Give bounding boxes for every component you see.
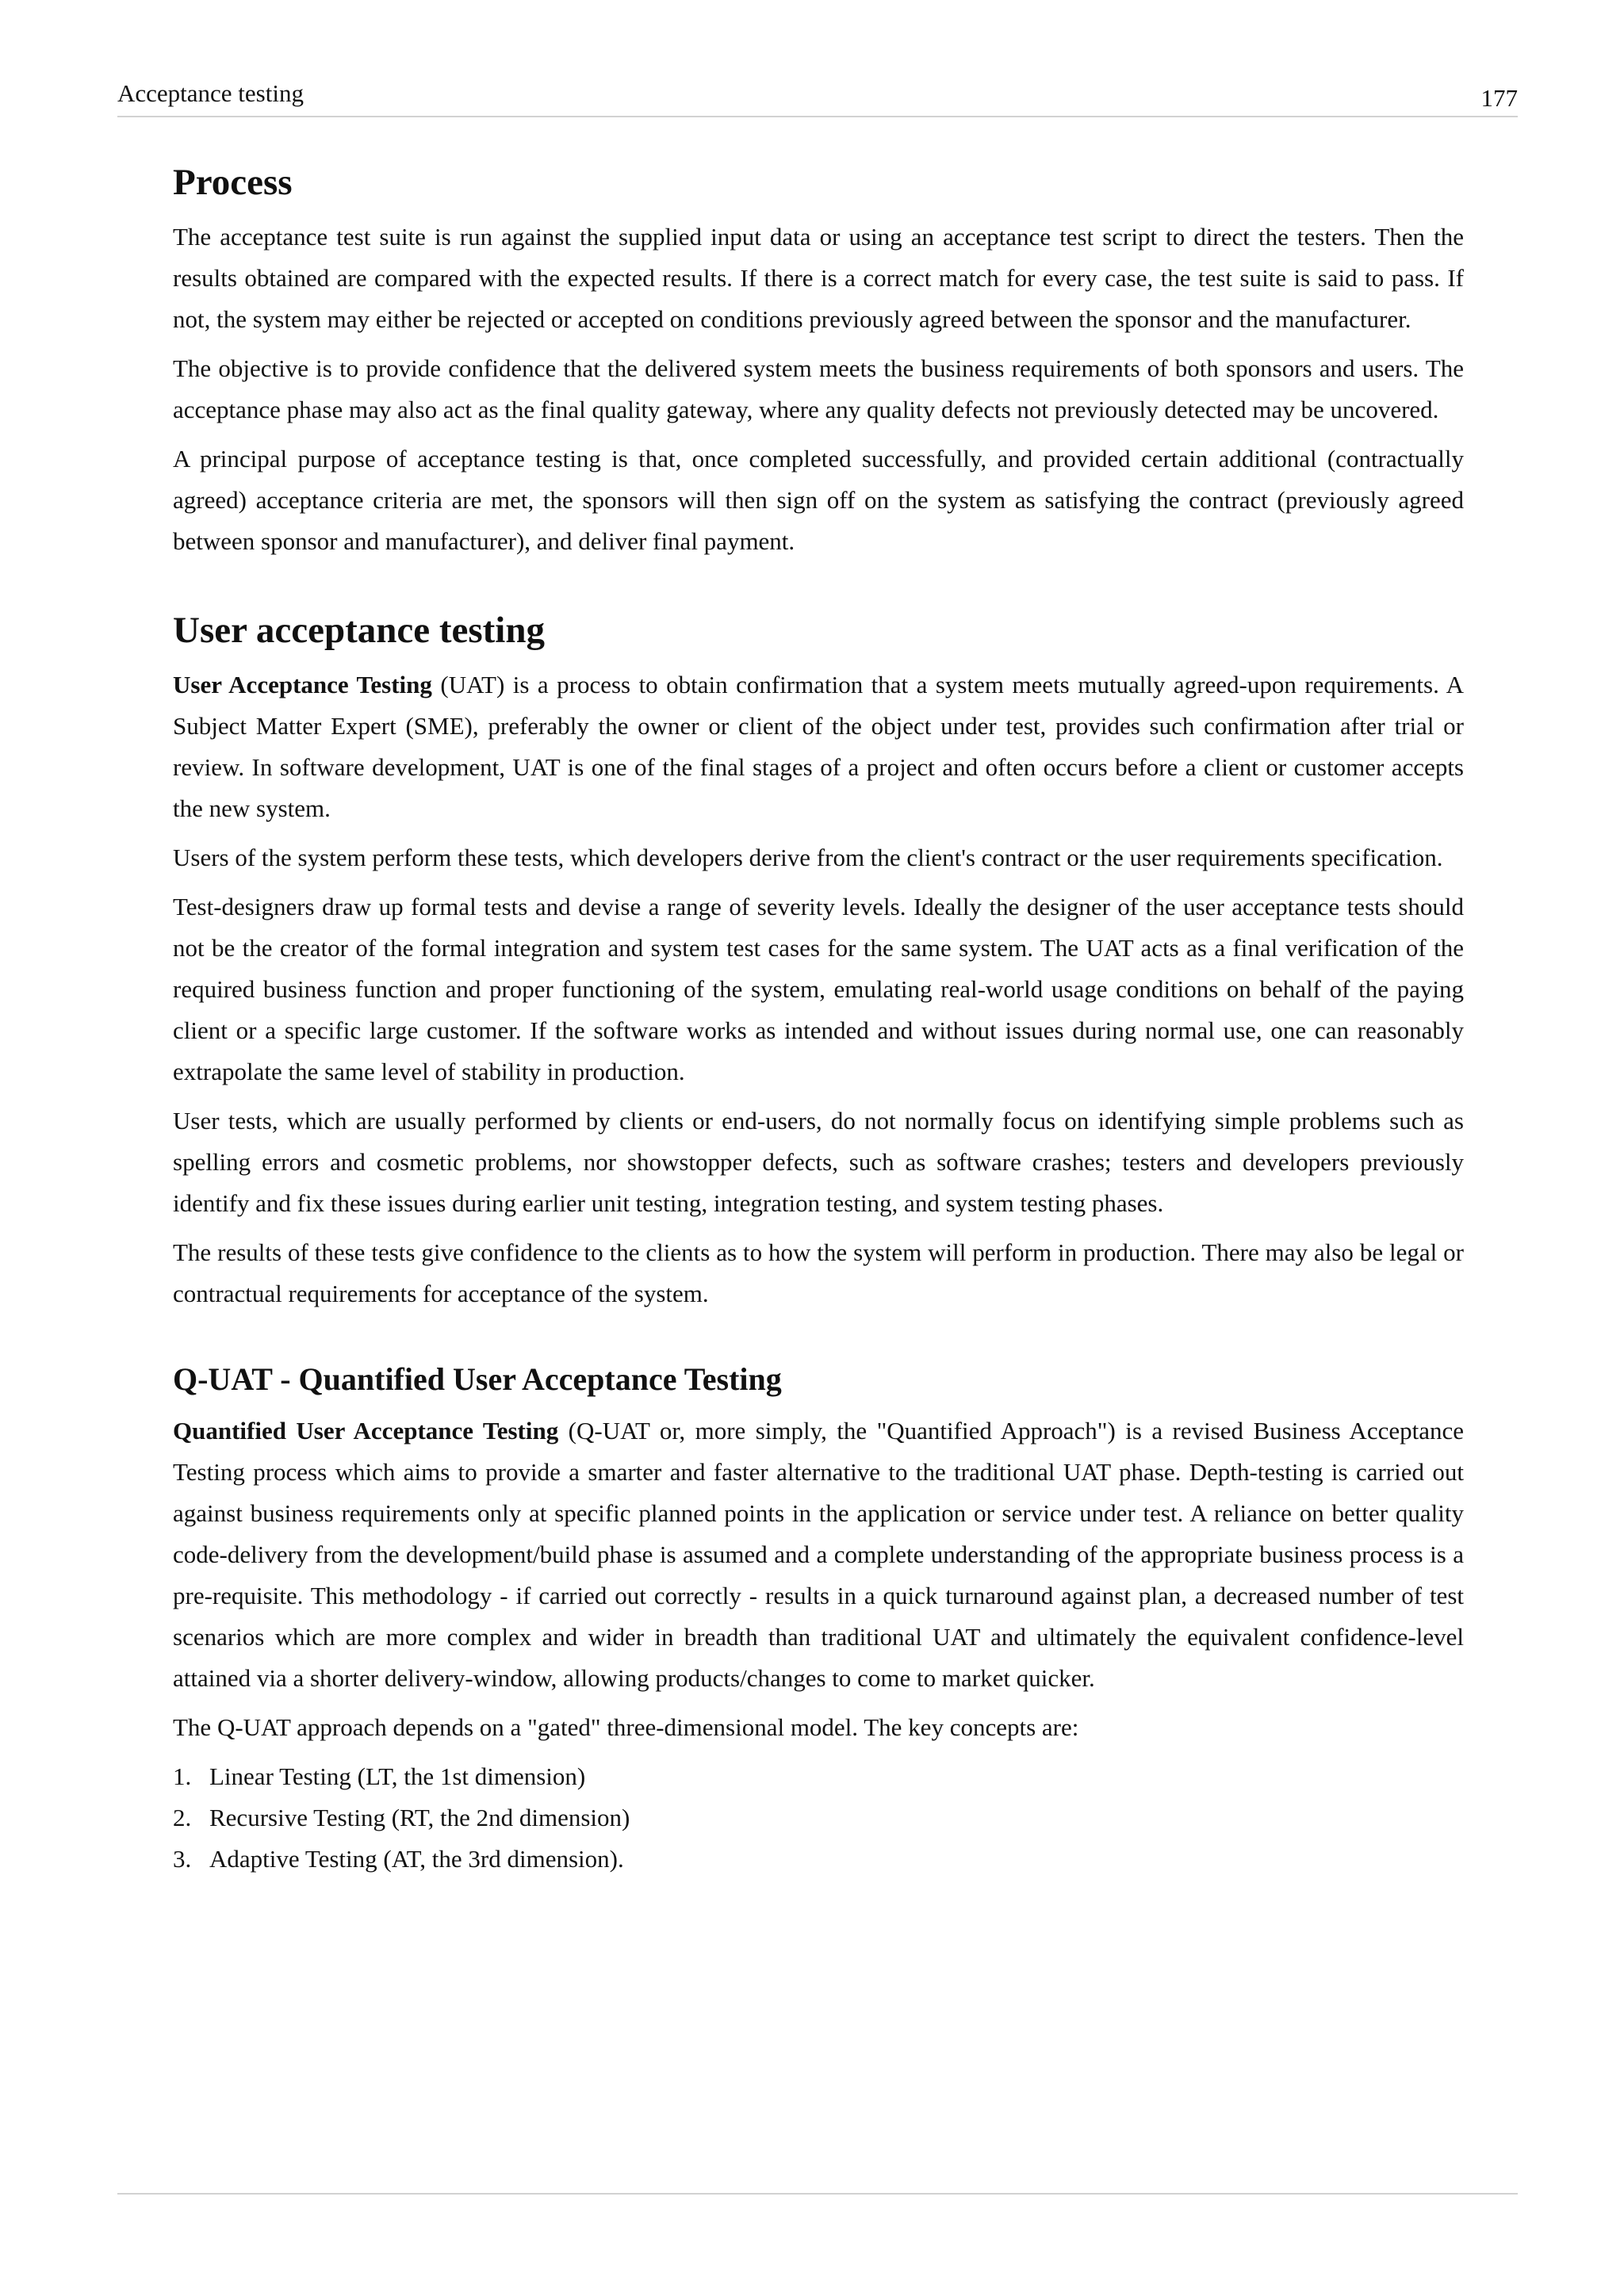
paragraph: A principal purpose of acceptance testing is that, once completed successfully, and provided certain additional (contractually agreed) acceptance criteria are met, the sponsors will then sign off on the system as satisfying the contract (previously agreed between sponsor and manufacturer), and deliver final payment.	[173, 445, 1464, 555]
paragraph: Users of the system perform these tests, which developers derive from the client's contract or the user requirements specification.	[173, 844, 1443, 871]
paragraph: The acceptance test suite is run against the supplied input data or using an acceptance test script to direct the testers. Then the results obtained are compared with the expected results. If there is a correct match for every case, the test suite is said to pass. If not, the system may either be rejected or accepted on conditions previously agreed between the sponsor and the manufacturer.	[173, 223, 1464, 333]
list-item-text: Recursive Testing (RT, the 2nd dimension)	[209, 1804, 630, 1831]
footer-divider	[117, 2193, 1518, 2195]
paragraph: Test-designers draw up formal tests and devise a range of severity levels. Ideally the designer of the user acceptance tests should not be the creator of the formal integration and system test cases for the same system. The UAT acts as a final verification of the required business function and proper functioning of the system, emulating real-world usage conditions on behalf of the paying client or a specific large customer. If the software works as intended and without issues during normal use, one can reasonably extrapolate the same level of stability in production.	[173, 893, 1464, 1085]
key-concepts-list	[173, 1756, 1464, 1880]
paragraph: The Q-UAT approach depends on a "gated" three-dimensional model. The key concepts are:	[173, 1713, 1079, 1741]
list-item	[173, 1756, 1464, 1797]
bold-term: User Acceptance Testing	[173, 671, 432, 698]
paragraph: User tests, which are usually performed by clients or end-users, do not normally focus on identifying simple problems such as spelling errors and cosmetic problems, nor showstopper defects, such as software crashes; testers and developers previously identify and fix these issues during earlier unit testing, integration testing, and system testing phases.	[173, 1107, 1464, 1217]
paragraph	[173, 664, 1464, 829]
heading-q-uat: Q-UAT - Quantified User Acceptance Testing	[173, 1361, 782, 1397]
paragraph: The objective is to provide confidence that the delivered system meets the business requirements of both sponsors and users. The acceptance phase may also act as the final quality gateway, where any quality defects not previously detected may be uncovered.	[173, 354, 1464, 423]
paragraph-text: (UAT) is a process to obtain confirmation that a system meets mutually agreed-upon requirements. A Subject Matter Expert (SME), preferably the owner or client of the object under test, provides such confirmation after trial or review. In software development, UAT is one of the final stages of a project and often occurs before a client or customer accepts the new system.	[173, 671, 1465, 822]
section-q-uat	[173, 1359, 1464, 1880]
list-item	[173, 1839, 1464, 1880]
section-process	[173, 159, 1464, 562]
header-divider	[117, 116, 1518, 117]
list-item	[173, 1797, 1464, 1839]
page-number: 177	[1480, 84, 1518, 112]
heading-process: Process	[173, 162, 293, 203]
list-number: 2.	[173, 1804, 192, 1831]
list-number: 3.	[173, 1845, 192, 1873]
running-header	[117, 76, 1518, 116]
list-number: 1.	[173, 1762, 192, 1790]
running-header-title: Acceptance testing	[117, 79, 304, 107]
paragraph-text: (Q-UAT or, more simply, the "Quantified Approach") is a revised Business Acceptance Testing process which aims to provide a smarter and faster alternative to the traditional UAT phase. Depth-testing is carried out against business requirements only at specific planned points in the application or service under test. A reliance on better quality code-delivery from the development/build phase is assumed and a complete understanding of the appropriate business process is a pre-requisite. This methodology - if carried out correctly - results in a quick turnaround against plan, a decreased number of test scenarios which are more complex and wider in breadth than traditional UAT and ultimately the equivalent confidence-level attained via a shorter delivery-window, allowing products/changes to come to market quicker.	[173, 1417, 1464, 1692]
section-user-acceptance-testing	[173, 607, 1464, 1314]
list-item-text: Adaptive Testing (AT, the 3rd dimension).	[209, 1845, 624, 1873]
bold-term: Quantified User Acceptance Testing	[173, 1417, 559, 1445]
paragraph: The results of these tests give confidence to the clients as to how the system will perform in production. There may also be legal or contractual requirements for acceptance of the system.	[173, 1238, 1464, 1307]
heading-user-acceptance-testing: User acceptance testing	[173, 610, 545, 651]
page-content	[173, 159, 1464, 1880]
list-item-text: Linear Testing (LT, the 1st dimension)	[209, 1762, 586, 1790]
paragraph	[173, 1410, 1464, 1699]
